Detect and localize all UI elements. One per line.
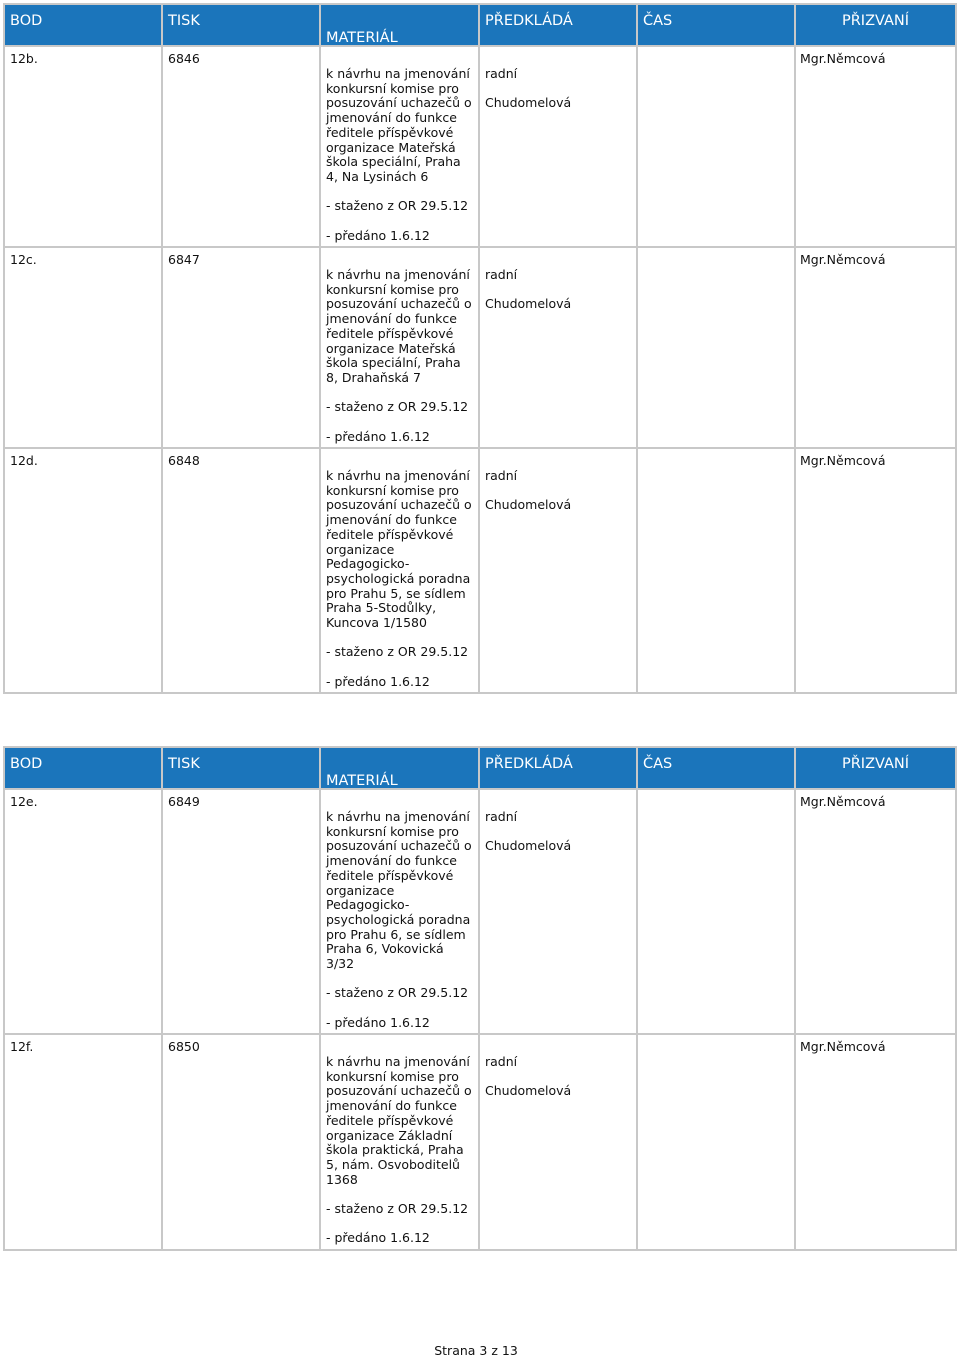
header-predklada: PŘEDKLÁDÁ — [479, 4, 637, 46]
cell-tisk — [162, 448, 320, 693]
material-line: posuzování uchazečů o — [326, 1083, 472, 1099]
withdrawn-note: - staženo z OR 29.5.12 — [326, 198, 469, 214]
material-line: ředitele příspěvkové — [326, 1112, 454, 1128]
invited-person: Mgr.Němcová — [800, 794, 886, 809]
print-number: 6846 — [168, 51, 200, 66]
cell-tisk — [162, 247, 320, 448]
cell-bod — [4, 247, 162, 448]
time-value — [638, 47, 794, 52]
material-line: psychologická poradna — [326, 911, 471, 927]
print-number: 6849 — [168, 794, 200, 809]
agenda-table-2 — [3, 746, 957, 1251]
agenda-item-number: 12f. — [10, 1039, 34, 1054]
material-line: škola speciální, Praha — [326, 355, 461, 371]
material-line: organizace Mateřská — [326, 139, 456, 155]
material-line: Pedagogicko- — [326, 897, 410, 913]
header-prizvani: PŘIZVANÍ — [795, 4, 956, 46]
material-text — [321, 790, 478, 1031]
material-line: konkursní komise pro — [326, 80, 459, 96]
header-cas: ČAS — [637, 747, 795, 789]
material-line: psychologická poradna — [326, 570, 471, 586]
cell-cas — [637, 448, 795, 693]
cell-cas — [637, 1034, 795, 1250]
material-line: 8, Drahaňská 7 — [326, 369, 421, 385]
material-line: Praha 6, Vokovická — [326, 941, 444, 957]
presenter-role: radní — [485, 66, 518, 81]
header-material: MATERIÁL — [320, 4, 479, 46]
material-line: Pedagogicko- — [326, 556, 410, 572]
material-line: škola speciální, Praha — [326, 154, 461, 170]
handed-over-note: - předáno 1.6.12 — [326, 673, 430, 689]
presenter — [480, 248, 636, 312]
material-line: škola praktická, Praha — [326, 1142, 464, 1158]
material-line: k návrhu na jmenování — [326, 1054, 470, 1069]
print-number: 6850 — [168, 1039, 200, 1054]
header-tisk: TISK — [162, 747, 320, 789]
withdrawn-note: - staženo z OR 29.5.12 — [326, 399, 469, 415]
material-line: organizace Mateřská — [326, 340, 456, 356]
print-number: 6848 — [168, 453, 200, 468]
material-line: ředitele příspěvkové — [326, 325, 454, 341]
table-row — [4, 46, 956, 247]
material-line: pro Prahu 5, se sídlem — [326, 585, 466, 601]
cell-material — [320, 1034, 479, 1250]
handed-over-note: - předáno 1.6.12 — [326, 227, 430, 243]
invited-person: Mgr.Němcová — [800, 1039, 886, 1054]
presenter-role: radní — [485, 1054, 518, 1069]
table-header-row — [4, 747, 956, 789]
invited-person: Mgr.Němcová — [800, 453, 886, 468]
invited-person: Mgr.Němcová — [800, 252, 886, 267]
material-line: organizace — [326, 541, 395, 557]
header-material: MATERIÁL — [320, 747, 479, 789]
material-line: ředitele příspěvkové — [326, 124, 454, 140]
cell-material — [320, 247, 479, 448]
cell-prizvani — [795, 448, 956, 693]
material-line: konkursní komise pro — [326, 823, 459, 839]
presenter-name: Chudomelová — [485, 296, 572, 312]
material-line: pro Prahu 6, se sídlem — [326, 926, 466, 942]
cell-prizvani — [795, 46, 956, 247]
presenter-name: Chudomelová — [485, 838, 572, 854]
cell-material — [320, 789, 479, 1034]
cell-predklada — [479, 46, 637, 247]
invited-person: Mgr.Němcová — [800, 51, 886, 66]
material-line: organizace — [326, 882, 395, 898]
table-row — [4, 1034, 956, 1250]
header-bod: BOD — [4, 747, 162, 789]
material-line: posuzování uchazečů o — [326, 296, 472, 312]
header-cas: ČAS — [637, 4, 795, 46]
presenter — [480, 790, 636, 854]
cell-material — [320, 46, 479, 247]
material-text — [321, 248, 478, 444]
time-value — [638, 790, 794, 795]
header-prizvani: PŘIZVANÍ — [795, 747, 956, 789]
material-text — [321, 1035, 478, 1246]
cell-material — [320, 448, 479, 693]
material-line: k návrhu na jmenování — [326, 809, 470, 824]
presenter — [480, 47, 636, 111]
material-line: 3/32 — [326, 956, 355, 972]
presenter-name: Chudomelová — [485, 1083, 572, 1099]
cell-predklada — [479, 1034, 637, 1250]
cell-tisk — [162, 1034, 320, 1250]
cell-prizvani — [795, 789, 956, 1034]
material-line: jmenování do funkce — [326, 512, 457, 528]
agenda-item-number: 12c. — [10, 252, 37, 267]
material-text — [321, 449, 478, 690]
presenter — [480, 1035, 636, 1099]
material-line: ředitele příspěvkové — [326, 867, 454, 883]
material-line: 4, Na Lysinách 6 — [326, 168, 429, 184]
material-line: jmenování do funkce — [326, 1098, 457, 1114]
material-line: konkursní komise pro — [326, 1068, 459, 1084]
presenter-name: Chudomelová — [485, 497, 572, 513]
table-header-row — [4, 4, 956, 46]
material-line: k návrhu na jmenování — [326, 66, 470, 81]
material-text — [321, 47, 478, 243]
cell-tisk — [162, 46, 320, 247]
table-row — [4, 448, 956, 693]
material-line: posuzování uchazečů o — [326, 838, 472, 854]
handed-over-note: - předáno 1.6.12 — [326, 1014, 430, 1030]
table-row — [4, 247, 956, 448]
presenter-role: radní — [485, 267, 518, 282]
material-line: 5, nám. Osvoboditelů — [326, 1156, 460, 1172]
material-line: organizace Základní — [326, 1127, 453, 1143]
material-line: jmenování do funkce — [326, 311, 457, 327]
header-bod: BOD — [4, 4, 162, 46]
material-line: jmenování do funkce — [326, 853, 457, 869]
cell-bod — [4, 46, 162, 247]
cell-tisk — [162, 789, 320, 1034]
material-line: jmenování do funkce — [326, 110, 457, 126]
presenter — [480, 449, 636, 513]
agenda-table-1 — [3, 3, 957, 694]
material-line: Kuncova 1/1580 — [326, 615, 427, 631]
agenda-item-number: 12d. — [10, 453, 38, 468]
material-line: ředitele příspěvkové — [326, 526, 454, 542]
agenda-item-number: 12e. — [10, 794, 38, 809]
material-line: konkursní komise pro — [326, 281, 459, 297]
material-line: konkursní komise pro — [326, 482, 459, 498]
withdrawn-note: - staženo z OR 29.5.12 — [326, 644, 469, 660]
table-row — [4, 789, 956, 1034]
material-line: k návrhu na jmenování — [326, 468, 470, 483]
material-line: k návrhu na jmenování — [326, 267, 470, 282]
presenter-role: radní — [485, 468, 518, 483]
cell-prizvani — [795, 247, 956, 448]
handed-over-note: - předáno 1.6.12 — [326, 428, 430, 444]
presenter-name: Chudomelová — [485, 95, 572, 111]
material-line: 1368 — [326, 1171, 358, 1187]
time-value — [638, 449, 794, 454]
cell-predklada — [479, 789, 637, 1034]
cell-bod — [4, 448, 162, 693]
cell-cas — [637, 46, 795, 247]
cell-predklada — [479, 448, 637, 693]
material-line: posuzování uchazečů o — [326, 95, 472, 111]
agenda-item-number: 12b. — [10, 51, 38, 66]
cell-bod — [4, 789, 162, 1034]
print-number: 6847 — [168, 252, 200, 267]
header-tisk: TISK — [162, 4, 320, 46]
material-line: posuzování uchazečů o — [326, 497, 472, 513]
time-value — [638, 1035, 794, 1040]
material-line: Praha 5-Stodůlky, — [326, 600, 437, 616]
cell-prizvani — [795, 1034, 956, 1250]
time-value — [638, 248, 794, 253]
withdrawn-note: - staženo z OR 29.5.12 — [326, 985, 469, 1001]
handed-over-note: - předáno 1.6.12 — [326, 1230, 430, 1246]
header-predklada: PŘEDKLÁDÁ — [479, 747, 637, 789]
page-footer: Strana 3 z 13 — [434, 1343, 518, 1358]
cell-bod — [4, 1034, 162, 1250]
cell-cas — [637, 247, 795, 448]
cell-predklada — [479, 247, 637, 448]
withdrawn-note: - staženo z OR 29.5.12 — [326, 1201, 469, 1217]
cell-cas — [637, 789, 795, 1034]
presenter-role: radní — [485, 809, 518, 824]
